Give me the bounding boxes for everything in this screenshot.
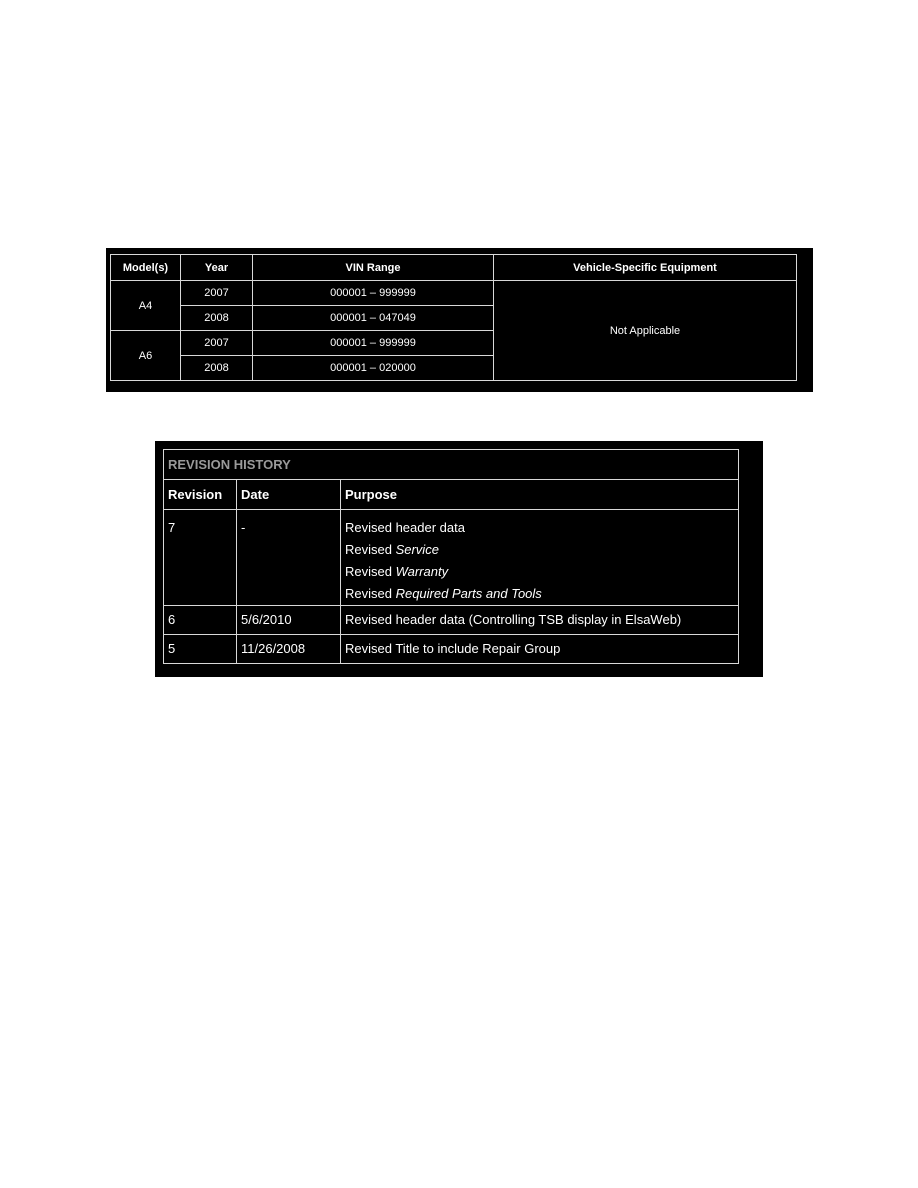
header-year: Year bbox=[181, 255, 253, 281]
purpose-text: Revised header data bbox=[345, 520, 465, 535]
revision-purpose: Revised header data (Controlling TSB display in ElsaWeb) bbox=[341, 606, 739, 635]
purpose-line bbox=[345, 561, 738, 583]
revision-title-row bbox=[164, 450, 739, 480]
vehicle-applicability-panel bbox=[106, 248, 813, 392]
revision-date: 11/26/2008 bbox=[237, 635, 341, 664]
revision-header-row bbox=[164, 480, 739, 510]
header-vin-range: VIN Range bbox=[253, 255, 494, 281]
vehicle-table-header-row bbox=[111, 255, 797, 281]
revision-date: - bbox=[237, 510, 341, 606]
revision-history-table bbox=[163, 449, 739, 664]
revision-date: 5/6/2010 bbox=[237, 606, 341, 635]
purpose-emphasis: Service bbox=[395, 542, 439, 557]
year-cell: 2007 bbox=[181, 281, 253, 306]
header-models: Model(s) bbox=[111, 255, 181, 281]
model-cell: A6 bbox=[111, 331, 181, 381]
vin-range-cell: 000001 – 999999 bbox=[253, 331, 494, 356]
revision-purpose bbox=[341, 510, 739, 606]
revision-history-title: REVISION HISTORY bbox=[164, 450, 739, 480]
purpose-line bbox=[345, 517, 738, 539]
table-row bbox=[164, 635, 739, 664]
purpose-emphasis: Warranty bbox=[395, 564, 449, 579]
year-cell: 2008 bbox=[181, 306, 253, 331]
header-purpose: Purpose bbox=[341, 480, 739, 510]
header-date: Date bbox=[237, 480, 341, 510]
vin-range-cell: 000001 – 999999 bbox=[253, 281, 494, 306]
purpose-line bbox=[345, 539, 738, 561]
table-row bbox=[111, 281, 797, 306]
purpose-text: Revised bbox=[345, 564, 396, 579]
revision-number: 5 bbox=[164, 635, 237, 664]
header-revision: Revision bbox=[164, 480, 237, 510]
revision-history-panel bbox=[155, 441, 763, 677]
table-row bbox=[164, 606, 739, 635]
purpose-text: Revised bbox=[345, 542, 396, 557]
year-cell: 2008 bbox=[181, 356, 253, 381]
vin-range-cell: 000001 – 020000 bbox=[253, 356, 494, 381]
year-cell: 2007 bbox=[181, 331, 253, 356]
purpose-line bbox=[345, 583, 738, 605]
header-vehicle-equipment: Vehicle-Specific Equipment bbox=[494, 255, 797, 281]
vehicle-applicability-table bbox=[110, 254, 797, 381]
model-cell: A4 bbox=[111, 281, 181, 331]
equipment-cell: Not Applicable bbox=[494, 281, 797, 381]
revision-purpose: Revised Title to include Repair Group bbox=[341, 635, 739, 664]
purpose-emphasis: Required Parts and Tools bbox=[395, 586, 542, 601]
vin-range-cell: 000001 – 047049 bbox=[253, 306, 494, 331]
revision-number: 7 bbox=[164, 510, 237, 606]
table-row bbox=[164, 510, 739, 606]
revision-number: 6 bbox=[164, 606, 237, 635]
purpose-text: Revised bbox=[345, 586, 396, 601]
